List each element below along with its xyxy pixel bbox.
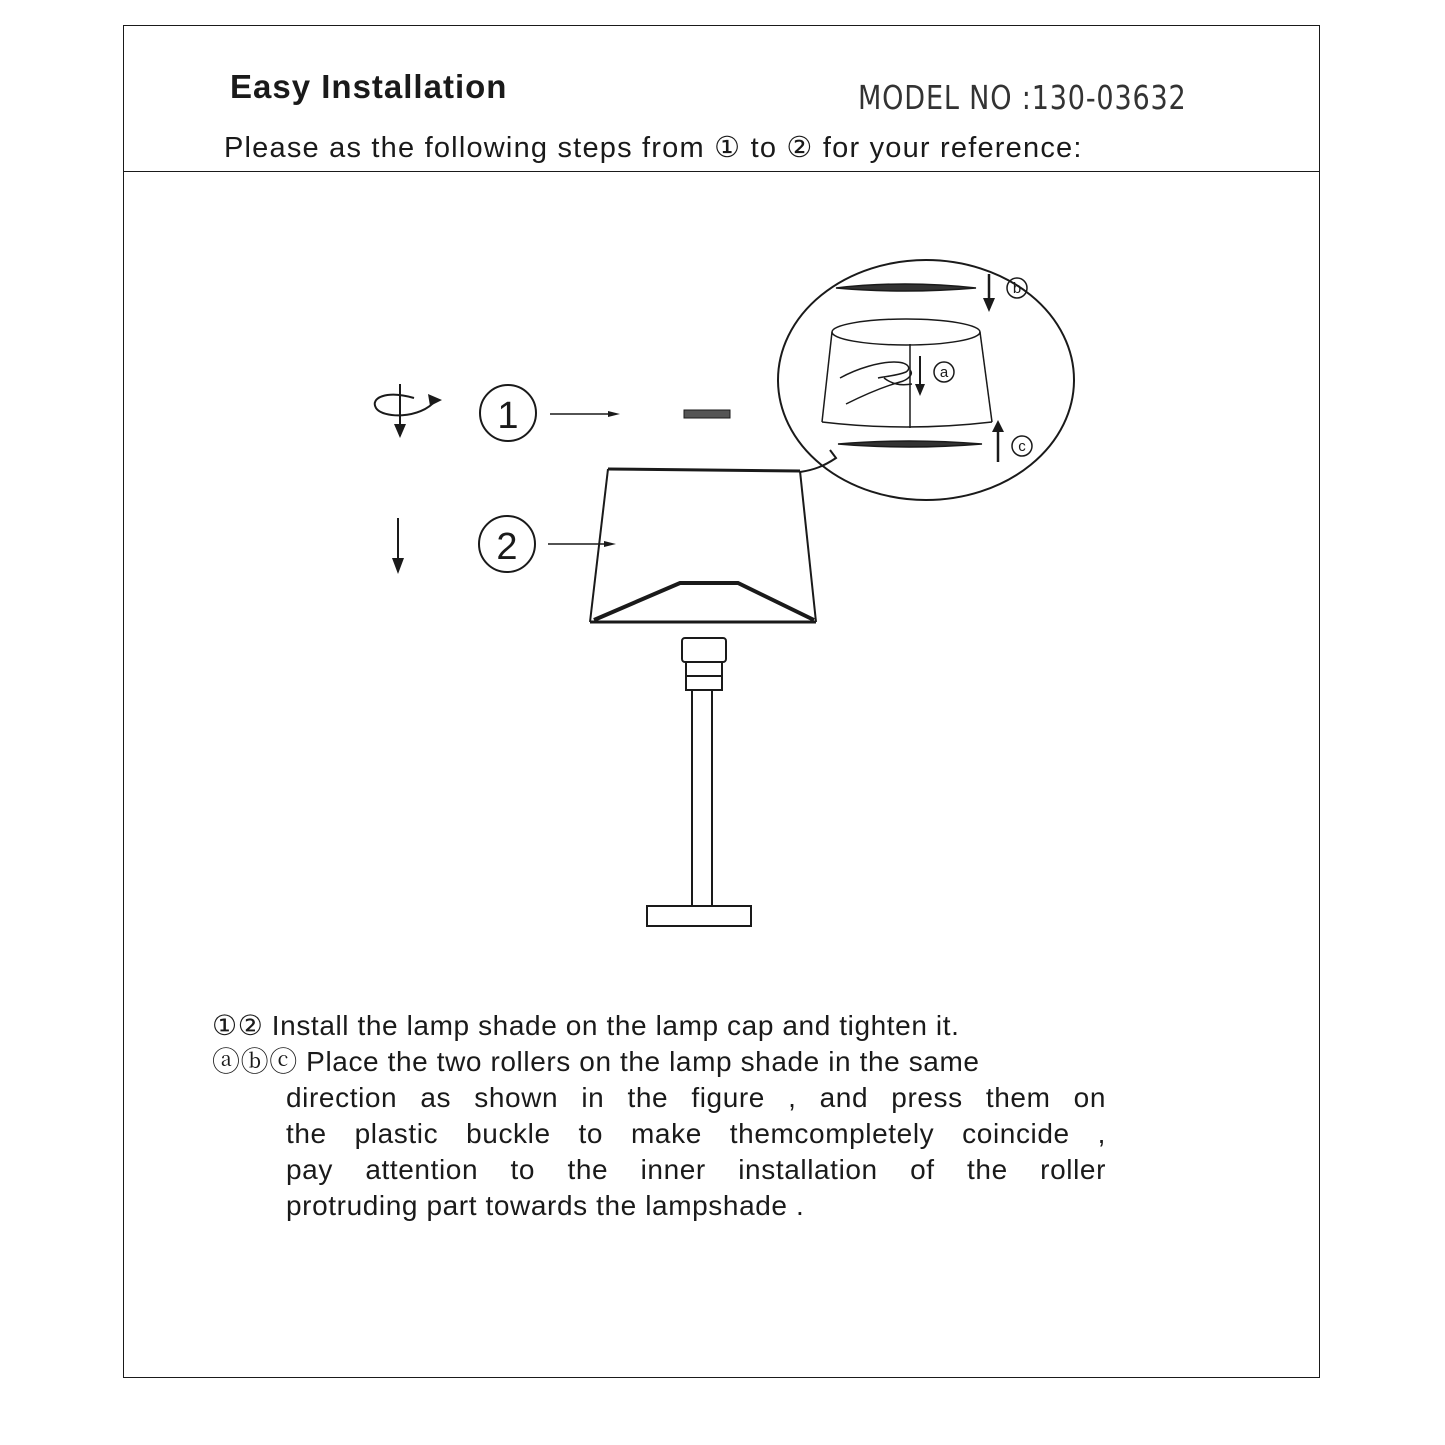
hand-icon [840, 362, 912, 404]
lamp-cap-ring [684, 410, 730, 418]
lamp-socket [682, 638, 726, 690]
down-arrow-icon [392, 518, 404, 574]
step-marker-2 [479, 516, 535, 572]
instruction-sheet [123, 25, 1320, 1378]
roller-b [836, 274, 1027, 312]
step-marker-1-label: 1 [497, 395, 519, 437]
step-marker-2-label: 2 [496, 526, 518, 568]
instruction-continuation-3: pay attention to the inner installation of the roller [286, 1154, 1106, 1185]
marker-a-label: a [939, 364, 949, 381]
step-2-leader [548, 541, 616, 547]
instruction-continuation-2: the plastic buckle to make themcompletely coincide , [286, 1118, 1106, 1149]
model-number: MODEL NO :130-03632 [858, 78, 1187, 117]
rotate-down-arrow-icon [375, 384, 442, 438]
detail-callout [778, 260, 1074, 500]
step-marker-1 [480, 385, 536, 441]
marker-b-label: b [1012, 280, 1022, 297]
lamp-stem [692, 690, 712, 906]
instruction-continuation-4: protruding part towards the lampshade . [286, 1190, 805, 1221]
marker-c-label: c [1018, 438, 1026, 455]
instruction-continuation-1: direction as shown in the figure , and press them on [286, 1082, 1106, 1113]
lamp-base [647, 906, 751, 926]
page-subtitle: Please as the following steps from ① to ② for your reference: [224, 132, 1083, 164]
arrow-a [915, 356, 954, 396]
step-1-leader [550, 411, 620, 417]
page-title: Easy Installation [230, 68, 508, 105]
instruction-step-abc: ⓐⓑⓒ Place the two rollers on the lamp shade in the same [212, 1046, 980, 1077]
instruction-step-1-2: ①② Install the lamp shade on the lamp cap and tighten it. [212, 1010, 960, 1041]
lamp-shade [590, 469, 816, 622]
instructions [212, 1008, 1112, 1224]
